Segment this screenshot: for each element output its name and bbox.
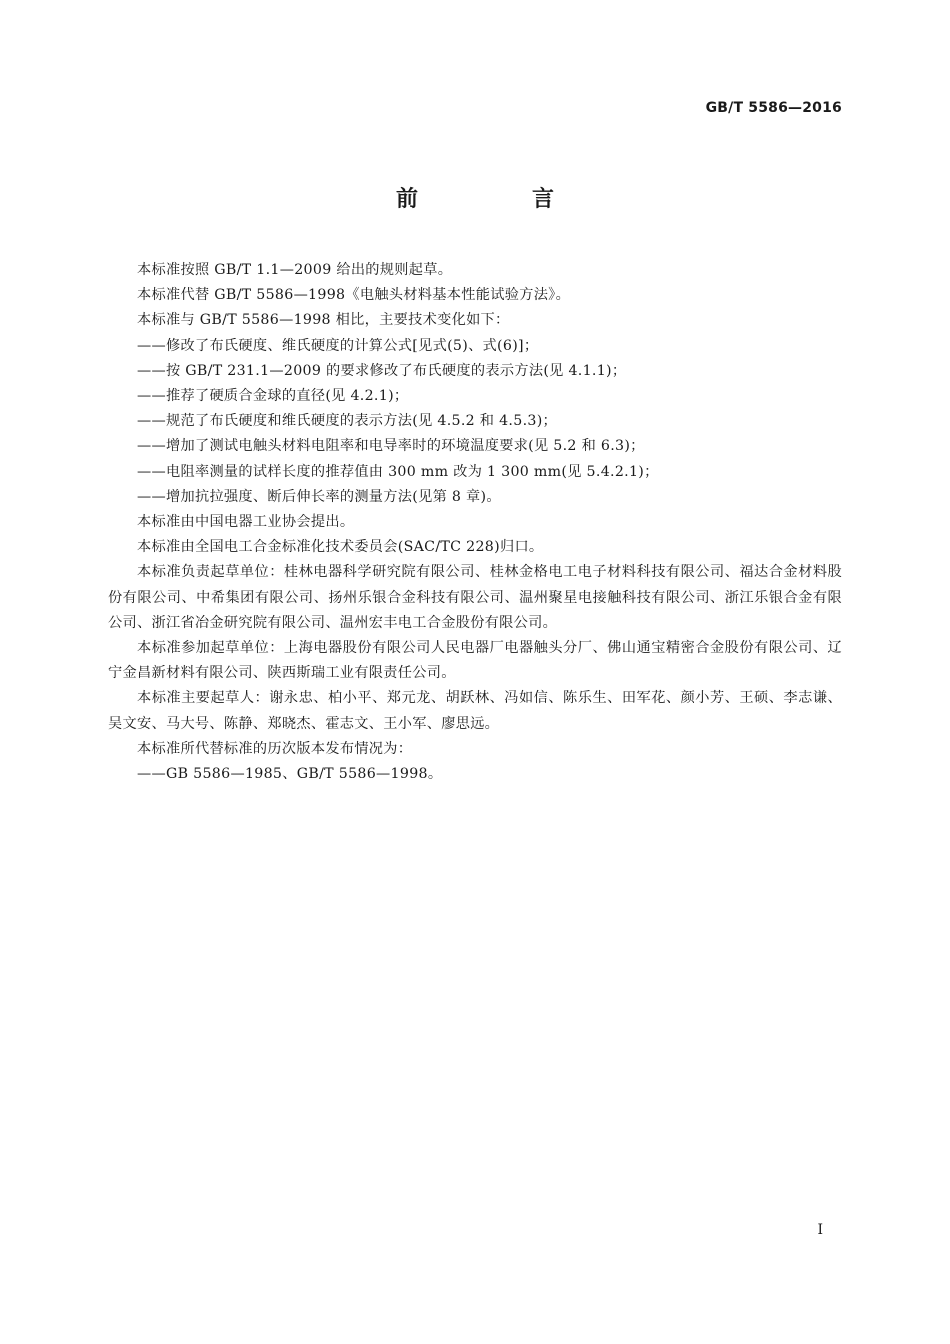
list-item: ——增加了测试电触头材料电阻率和电导率时的环境温度要求(见 5.2 和 6.3)；: [137, 438, 645, 455]
paragraph: 本标准由中国电器工业协会提出。: [137, 514, 355, 531]
list-item: ——按 GB/T 231.1—2009 的要求修改了布氏硬度的表示方法(见 4.1.1)；: [137, 362, 627, 379]
list-item: ——修改了布氏硬度、维氏硬度的计算公式[见式(5)、式(6)]；: [137, 337, 539, 354]
paragraph: 本标准与 GB/T 5586—1998 相比，主要技术变化如下：: [137, 312, 510, 329]
paragraph: 本标准负责起草单位：桂林电器科学研究院有限公司、桂林金格电工电子材料科技有限公司、福达合金材料股份有限公司、中希集团有限公司、扬州乐银合金科技有限公司、温州聚星电接触科技有限公司、浙江乐银合金有限公司、浙江省冶金研究院有限公司、温州宏丰电工合金股份有限公司。: [108, 564, 842, 631]
page-title: 前 言: [395, 187, 600, 212]
list-item: ——推荐了硬质合金球的直径(见 4.2.1)；: [137, 388, 409, 405]
list-item: ——增加抗拉强度、断后伸长率的测量方法(见第 8 章)。: [137, 488, 501, 505]
paragraph: 本标准所代替标准的历次版本发布情况为：: [137, 740, 413, 757]
paragraph: 本标准由全国电工合金标准化技术委员会(SAC/TC 228)归口。: [137, 539, 544, 556]
standard-code: GB/T 5586—2016: [705, 100, 842, 116]
foreword-body: [108, 258, 842, 787]
list-item: ——电阻率测量的试样长度的推荐值由 300 mm 改为 1 300 mm(见 5.4.2.1)；: [137, 463, 659, 480]
page-number: I: [817, 1222, 823, 1238]
paragraph: 本标准主要起草人：谢永忠、柏小平、郑元龙、胡跃林、冯如信、陈乐生、田军花、颜小芳、王硕、李志谦、吴文安、马大号、陈静、郑晓杰、霍志文、王小军、廖思远。: [108, 690, 842, 732]
paragraph: 本标准按照 GB/T 1.1—2009 给出的规则起草。: [137, 262, 453, 278]
list-item: ——GB 5586—1985、GB/T 5586—1998。: [137, 766, 443, 783]
paragraph: 本标准代替 GB/T 5586—1998《电触头材料基本性能试验方法》。: [137, 287, 571, 304]
paragraph: 本标准参加起草单位：上海电器股份有限公司人民电器厂电器触头分厂、佛山通宝精密合金股份有限公司、辽宁金昌新材料有限公司、陕西斯瑞工业有限责任公司。: [108, 640, 842, 682]
list-item: ——规范了布氏硬度和维氏硬度的表示方法(见 4.5.2 和 4.5.3)；: [137, 413, 558, 430]
